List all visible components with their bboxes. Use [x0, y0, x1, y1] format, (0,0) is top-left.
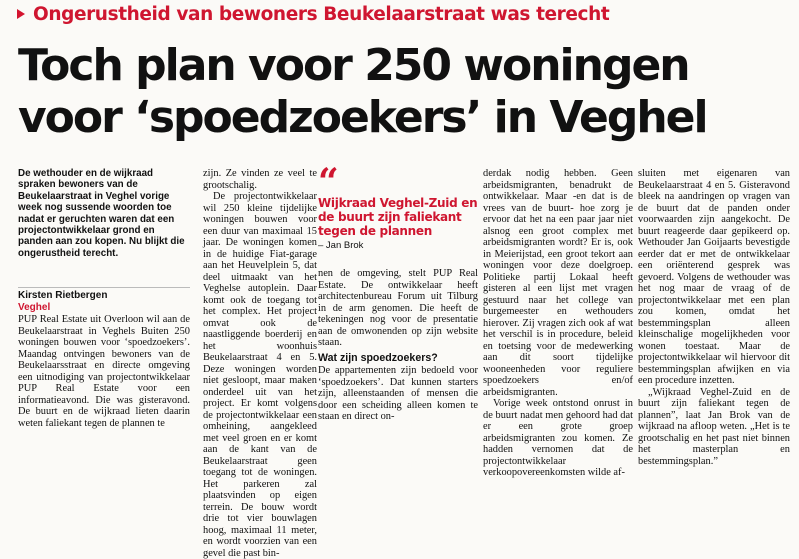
column-5 [638, 168, 790, 467]
dateline-place: Veghel [18, 302, 51, 313]
intro-paragraph: De wethouder en de wijkraad spraken bewoners van de Beukelaarstraat in Veghel vorige week nog sussende woorden toe nadat er geruchten waren dat een projectontwikkelaar grond en panden aan zou kopen. Nu blijkt die ongerustheid terecht. [18, 168, 185, 259]
body-paragraph: „Wijkraad Veghel-Zuid en de buurt zijn faliekant tegen de plannen”, laat Jan Brok van de wijkraad na afloop weten. „Het is te grootschalig en het past niet binnen het masterplan en bestemmingsplan.” [638, 386, 790, 467]
body-paragraph: sluiten met eigenaren van Beukelaarstraat 4 en 5. Gisteravond bleek na aandringen op vragen van de buurt dat de panden onder voorwaarden zijn aangekocht. De buurt reageerde daar gepikeerd op. Wethouder Jan Goijaarts bevestigde eerder dat er met de ontwikkelaar een oriënterend gesprek was gevoerd. Volgens de wethouder was het nog maar de vraag of de projectontwikkelaar met een plan zou komen, omdat het bestemmingsplan alleen kleinschalige mogelijkheden voor wonen toestaat. Maar de projectontwikkelaar wil hiervoor dit bestemmingsplan afwijken en via een procedure inzetten. [638, 168, 790, 386]
column-3 [318, 268, 478, 423]
pull-quote [318, 161, 478, 251]
body-paragraph: derdak nodig hebben. Geen arbeidsmigranten, benadrukt de ontwikkelaar. Maar -en dat is de vrees van de buurt- hoe zorg je ervoor dat het na een paar jaar niet alsnog een groot complex met arbeidsmigranten wordt? Er is, ook in Meierijstad, een groot tekort aan woningen voor deze doelgroep. Politieke partij Lokaal heeft gisteren al een lijst met vragen gestuurd naar het college van burgemeester en wethouders hierover. Zij vragen zich ook af wat het verschil is in procedure, beleid en toetsing voor de medewerking aan dit soort tijdelijke wooneenheden voor reguliere spoedzoekers en/of arbeidsmigranten. [483, 168, 633, 398]
body-paragraph: PUP Real Estate uit Overloon wil aan de Beukelaarstraat in Veghels Buiten 250 woningen bouwen voor ‘spoedzoekers’. Maandag ontvingen bewoners van de Beukelaarsstraat en directe omgeving een uitnodiging van projectontwikkelaar PUP Real Estate voor een informatieavond. Die was gisteravond. De buurt en de wijkraad lieten daarin weten faliekant tegen de plannen te [18, 314, 190, 429]
headline-line-1: Toch plan voor 250 woningen [18, 40, 689, 91]
headline-line-2: voor ‘spoedzoekers’ in Veghel [18, 92, 707, 143]
kicker-text: Ongerustheid van bewoners Beukelaarstraat was terecht [33, 3, 610, 25]
pull-quote-attribution: – Jan Brok [318, 240, 364, 251]
pull-quote-text: Wijkraad Veghel-Zuid en de buurt zijn faliekant tegen de plannen [318, 196, 478, 238]
column-1 [18, 314, 190, 429]
byline [18, 287, 190, 314]
kicker-marker-icon [17, 9, 25, 19]
column-2 [203, 168, 317, 559]
body-paragraph: Vorige week ontstond onrust in de buurt nadat men gehoord had dat er een grote groep arbeidsmigranten zou komen. Ze hadden vernomen dat de projectontwikkelaar verkoopovereenkomsten wilde af- [483, 398, 633, 478]
body-paragraph: zijn. Ze vinden ze veel te grootschalig. [203, 168, 317, 191]
body-paragraph: De projectontwikkelaar wil 250 kleine tijdelijke woningen bouwen voor een duur van maximaal 15 jaar. De woningen komen in de huidige Fiat-garage aan het Heuvelplein 5, dat deel uitmaakt van het Veghelse autoplein. Daar komt ook de toegang tot het complex. Het project omvat ook de naastliggende boerderij en het woonhuis Beukelaarstraat 4 en 5. Deze woningen worden niet gesloopt, maar maken onderdeel uit van het project. Er komt volgens de projectontwikkelaar een omheining, aangekleed met veel groen en er komt aan de kant van de Beukelaarstraat geen toegang tot de woningen. Het parkeren zal plaatsvinden op eigen terrein. De bouw wordt drie tot vier bouwlagen hoog, maximaal 11 meter, en wordt voorzien van een gevel die past bin- [203, 191, 317, 559]
headline [18, 40, 793, 144]
section-subhead: Wat zijn spoedzoekers? [318, 351, 438, 364]
column-4 [483, 168, 633, 479]
body-paragraph: De appartementen zijn bedoeld voor ‘spoedzoekers’. Dat kunnen starters zijn, alleenstaanden of mensen die door een scheiding alleen komen te staan en direct on- [318, 365, 478, 422]
kicker [17, 0, 609, 28]
author-name: Kirsten Rietbergen [18, 290, 108, 301]
quote-mark-icon: “ [318, 161, 339, 203]
body-paragraph: nen de omgeving, stelt PUP Real Estate. De ontwikkelaar heeft architectenbureau Forum uit Tilburg in de arm genomen. Die heeft de tekeningen nog voor de presentatie aan de omwonenden op zijn website staan. [318, 268, 478, 348]
